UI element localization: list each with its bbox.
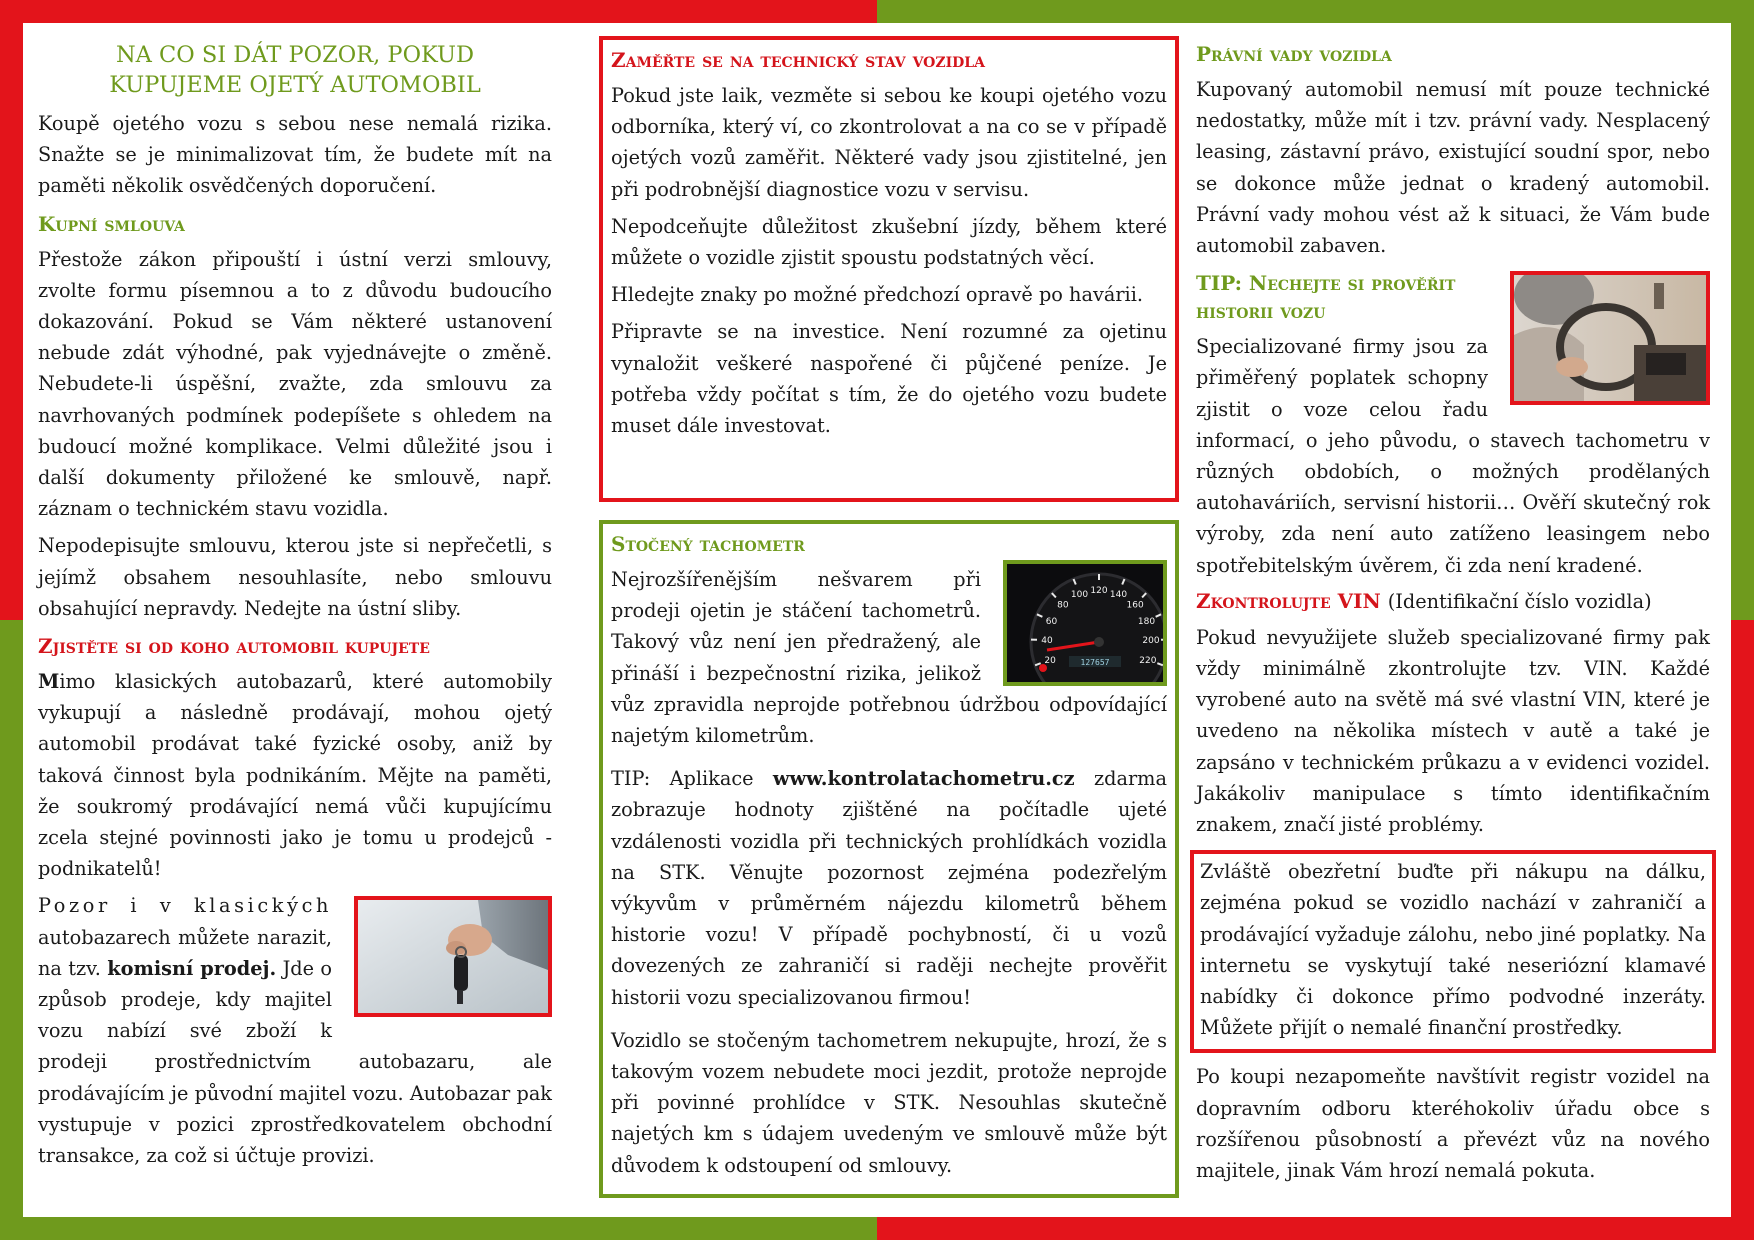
speedometer-tick-label: 160 [1126, 600, 1144, 611]
paragraph-kupni-1: Přestože zákon připouští i ústní verzi smlouvy, zvolte formu písemnou a to z důvodu budoucího dokazování. Pokud se Vám některé ustanovení nebude zdát výhodné, pak vyjednávejte o změně. Nebudete-li úspěšní, zvažte, zda smlouvu za navrhovaných podmínek podepíšete s ohledem na budoucí možné komplikace. Velmi důležité jsou i další dokumenty přiložené ke smlouvě, např. záznam o technickém stavu vozidla. [38, 247, 552, 521]
paragraph-pozor: Pozor i v klasických autobazarech můžete narazit, na tzv. komisní prodej. Jde o způsob prodeje, kdy majitel vozu nabízí své zboží k prodeji prostřednictvím autobazaru, ale prodávajícím je původní majitel vozu. Autobazar pak vystupuje v pozici zprostředkovatelem obchodní transakce, za což si účtuje provizi. [38, 894, 552, 1168]
box-stoceny-tachometr [599, 520, 1179, 1198]
column-left [38, 38, 552, 1177]
paragraph-vin: Pokud nevyužijete služeb specializované firmy pak vždy minimálně zkontrolujte tzv. VIN. Každé vyrobené auto na světě má své vlastní VIN, které je uvedeno na několika místech v autě a také je zapsáno v technickém průkazu a v evidenci vozidel. Jakákoliv manipulace s tímto identifikačním znakem, značí jisté problémy. [1196, 625, 1710, 837]
photo-driver [1510, 271, 1710, 405]
heading-pravni-vady: Právní vady vozidla [1196, 42, 1392, 66]
speedometer-tick-label: 200 [1142, 636, 1160, 647]
heading-vin: Zkontrolujte VIN (Identifikační číslo vozidla) [1196, 588, 1652, 613]
paragraph-box-warning: Zvláště obezřetní buďte při nákupu na dálku, zejména pokud se vozidlo nachází v zahraničí a prodávající vyžaduje zálohu, nebo jiné poplatky. Na internetu se vyskytují také neseriózní klamavé nabídky či dokonce přímo podvodné inzeráty. Můžete přijít o nemalé finanční prostředky. [1200, 860, 1706, 1040]
page-title: NA CO SI DÁT POZOR, POKUD KUPUJEME OJETÝ AUTOMOBIL [109, 42, 481, 98]
column-right [1196, 40, 1710, 1192]
paragraph-tacho-1: Nejrozšířenějším nešvarem při prodeji ojetin je stáčení tachometrů. Takový vůz není jen předražený, ale přináší i bezpečnostní rizika, jelikož vůz zpravidla neprojde potřebnou údržbou odpovídající najetým kilometrům. [611, 568, 1167, 748]
paragraph-kupni-2: Nepodepisujte smlouvu, kterou jste si nepřečetli, s jejímž obsahem nesouhlasíte, nebo smlouvu obsahující nepravdy. Nedejte na ústní sliby. [38, 534, 552, 620]
intro-paragraph: Koupě ojetého vozu s sebou nese nemalá rizika. Snažte se je minimalizovat tím, že budete mít na paměti několik osvědčených doporučení. [38, 112, 552, 198]
paragraph-tacho-3: Vozidlo se stočeným tachometrem nekupujte, hrozí, že s takovým vozem nebudete moci jezdit, protože neprojde při povinné prohlídce v STK. Nesouhlas skutečně najetých km s údajem uvedeným ve smlouvě může být důvodem k odstoupení od smlouvy. [611, 1028, 1167, 1177]
speedometer-tick-label: 60 [1045, 616, 1058, 627]
heading-kupni-smlouva: Kupní smlouva [38, 211, 185, 236]
heading-tip-historie: TIP: Nechejte si prověřit historii vozu [1196, 271, 1456, 324]
speedometer-tick-label: 40 [1041, 636, 1053, 647]
paragraph-zjistete: Mimo klasických autobazarů, které automobily vykupují a následně prodávají, mohou ojetý automobil prodávat také fyzické osoby, aniž by taková činnost byla podnikáním. Mějte na paměti, že soukromý prodávající nemá vůči kupujícímu zcela stejné povinnosti jako je tomu u prodejců - podnikatelů! [38, 670, 552, 881]
paragraph-final: Po koupi nezapomeňte navštívit registr vozidel na dopravním odboru kteréhokoliv úřadu obce s rozšířenou působností a převézt vůz na nového majitele, jinak Vám hrozí nemalá pokuta. [1196, 1065, 1710, 1183]
odometer-readout: 127657 [1080, 658, 1110, 667]
paragraph-tip-historie: Specializované firmy jsou za přiměřený poplatek schopny zjistit o voze celou řadu informací, o jeho původu, o stavech tachometru v různých obdobích, o možných prodělaných autohaváriích, servisní historii… Ověří skutečný rok výroby, zda není auto zatíženo leasingem nebo spotřebitelským úvěrem, či zda není kradené. [1196, 335, 1710, 577]
speedometer-tick-label: 140 [1109, 589, 1128, 600]
speedometer-tick-label: 120 [1090, 586, 1108, 596]
heading-stoceny-tachometr: Stočený tachometr [611, 532, 805, 556]
paragraph-tech-1: Pokud jste laik, vezměte si sebou ke koupi ojetého vozu odborníka, který ví, co zkontrolovat a na co se v případě ojetých vozů zaměřit. Některé vady jsou zjistitelné, jen při podrobnější diagnostice vozu v servisu. [611, 84, 1167, 201]
link-kontrolatachometru[interactable]: www.kontrolatachometru.cz [772, 767, 1075, 791]
heading-technicky-stav: Zaměřte se na technický stav vozidla [611, 48, 985, 72]
box-pozor-nakup-na-dalku [1190, 850, 1716, 1053]
photo-speedometer [1003, 560, 1167, 686]
speedometer-tick-label: 100 [1070, 589, 1089, 600]
speedometer-tick-label: 20 [1044, 655, 1056, 666]
car-key-hand-image [358, 900, 548, 1013]
speedometer-tick-label: 220 [1139, 655, 1157, 666]
paragraph-pravni: Kupovaný automobil nemusí mít pouze technické nedostatky, může mít i tzv. právní vady. Nesplacený leasing, zástavní právo, existující soudní spor, nebo se dokonce může jednat o kradený automobil. Právní vady mohou vést až k situaci, že Vám bude automobil zabaven. [1196, 78, 1710, 258]
speedometer-image [1007, 564, 1163, 682]
heading-zjistete: Zjistěte si od koho automobil kupujete [38, 634, 430, 659]
box-technicky-stav [599, 36, 1179, 502]
paragraph-tech-3: Hledejte znaky po možné předchozí opravě po havárii. [611, 283, 1144, 307]
paragraph-tech-4: Připravte se na investice. Není rozumné za ojetinu vynaložit veškeré naspořené či půjčené peníze. Je potřeba vždy počítat s tím, že do ojetého vozu budete muset dále investovat. [611, 320, 1167, 438]
paragraph-tech-2: Nepodceňujte důležitost zkušební jízdy, během které můžete o vozidle zjistit spoustu podstatných věcí. [611, 214, 1167, 270]
driver-dashboard-image [1514, 275, 1706, 401]
brochure-page [23, 23, 1731, 1217]
paragraph-tip-aplikace: TIP: Aplikace www.kontrolatachometru.cz zdarma zobrazuje hodnoty zjištěné na počítadle ujeté vzdálenosti vozidla při technických prohlídkách vozidla na STK. Věnujte pozornost zejména podezřelým výkyvům v průměrném nájezdu kilometrů během historie vozu! V případě pochybností, či u vozů dovezených ze zahraničí si raději nechejte prověřit historii vozu specializovanou firmou! [611, 767, 1167, 1009]
photo-car-key [354, 896, 552, 1017]
speedometer-tick-label: 80 [1057, 600, 1069, 611]
speedometer-tick-label: 180 [1137, 616, 1156, 627]
